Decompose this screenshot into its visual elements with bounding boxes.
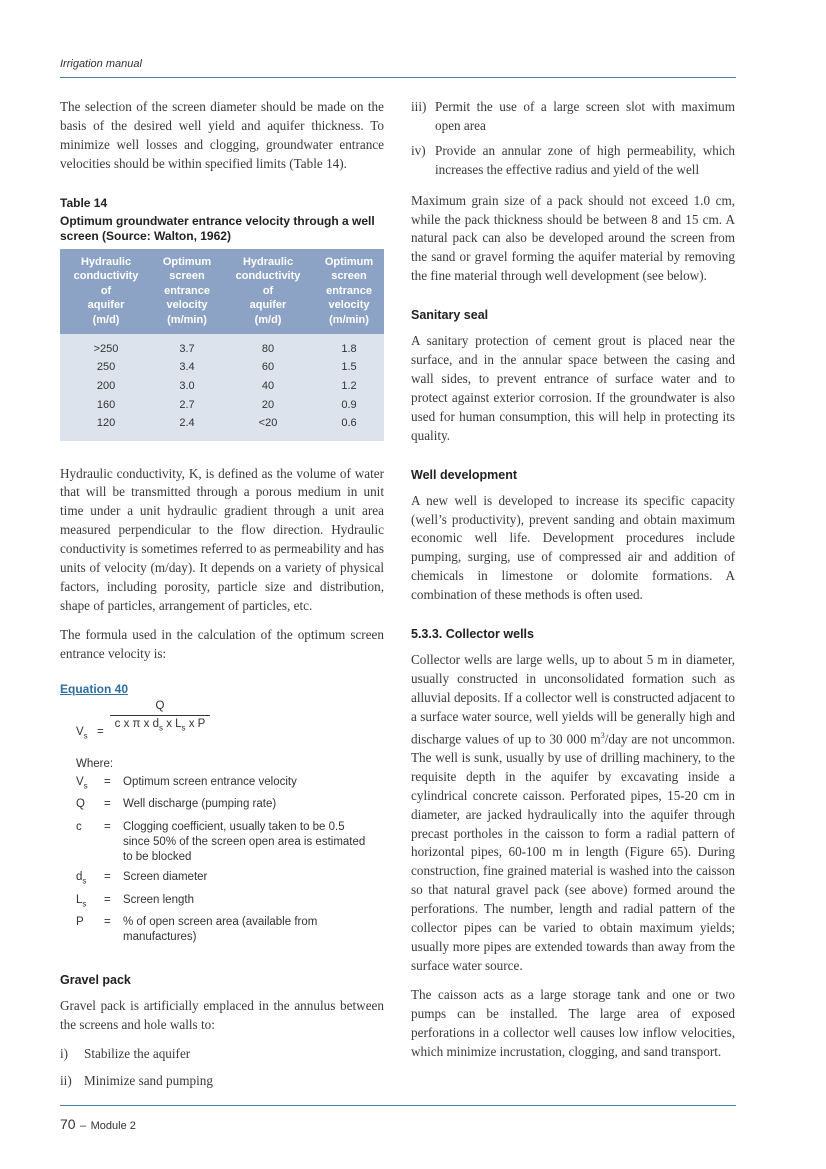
gravel-pack-intro: Gravel pack is artificially emplaced in the annulus between the screens and hole walls to: [60, 998, 384, 1033]
header-line: screen [169, 270, 205, 283]
equation-title: Equation 40 [60, 681, 129, 696]
table-cell: 20 [261, 398, 275, 411]
well-development-heading: Well development [411, 467, 518, 482]
header-line: velocity [328, 299, 370, 312]
header-line: entrance [326, 284, 372, 297]
table-row [60, 395, 384, 414]
right-column [411, 98, 735, 1071]
header-optimum-velocity [152, 249, 222, 334]
table-cell: 3.0 [179, 380, 195, 393]
header-rule [60, 77, 736, 78]
equation-numerator: Q [155, 699, 165, 712]
header-line: (m/d) [254, 314, 282, 326]
header-line: conductivity [235, 270, 301, 283]
header-line: (m/min) [167, 314, 207, 326]
equation-denominator: c x π x $d_s$ x $L_s$ x P [114, 717, 206, 732]
table-cell: 2.7 [179, 398, 195, 411]
header-line: (m/d) [92, 314, 120, 326]
table-cell: 1.2 [341, 380, 357, 393]
table-row [60, 414, 384, 441]
equation-formula [60, 696, 384, 758]
header-line: of [100, 284, 112, 297]
collector-wells-paragraph: Collector wells are large wells, up to about 5 m in diameter, usually constructed in unconsolidated formation such as alluvial deposits. If a collector well is constructed adjacent to a surface water source, well yields will be generally high and discharge values of up to 30 000 $m^3$/day are not uncommon. The well is sunk, usually by use of drilling machinery, to the requisite depth in the aquifer by excavating inside a cylindrical concrete caisson. Perforated pipes, 15-20 cm in diameter, are jacked hydraulically into the aquifer through precast portholes in the caisson to form a radial pattern of horizontal pipes, 60-100 m in length (Figure 65). During construction, fine grained material is washed into the caisson so that natural gravel pack (see above) formed around the perforations. The number, length and radial pattern of the collector pipes can be varied to obtain maximum yields; usually more pipes are extended towards than away from the surface water source. [411, 652, 735, 973]
table-caption: Optimum groundwater entrance velocity through a well screen (Source: Walton, 1962) [60, 213, 375, 243]
list-item: i) Stabilize the aquifer [60, 1046, 191, 1062]
page-footer [60, 1116, 136, 1134]
header-line: aquifer [249, 299, 287, 312]
hydraulic-conductivity-paragraph: Hydraulic conductivity, K, is defined as the volume of water that will be transmitted through a porous medium in unit time under a unit hydraulic gradient through a unit area measured perpendicular to the flow direction. Hydraulic conductivity is sometimes referred to as permeability and has units of velocity (m/day). It depends on a variety of physical factors, including porosity, particle size and distribution, shape of particles, arrangement of particles, etc. [60, 465, 384, 613]
table-cell: 0.9 [341, 398, 357, 411]
table-cell: 40 [261, 380, 275, 393]
table-cell: 3.7 [179, 342, 195, 355]
page-number: 70 [60, 1116, 76, 1132]
grain-size-paragraph: Maximum grain size of a pack should not exceed 1.0 cm, while the pack thickness should be between 8 and 15 cm. A natural pack can also be developed around the screen from the sand or gravel forming the aquifer material by removing the fine material through well development (see below). [411, 192, 735, 284]
table-cell: 160 [96, 398, 116, 411]
footer-rule [60, 1105, 736, 1106]
intro-paragraph: The selection of the screen diameter should be made on the basis of the desired well yield and aquifer thickness. To minimize well losses and clogging, groundwater entrance velocities should be within specified limits (Table 14). [60, 99, 384, 171]
definition-item: Q = Well discharge (pumping rate) [76, 798, 277, 811]
footer-dash: – [80, 1120, 87, 1132]
list-item: ii) Minimize sand pumping [60, 1073, 213, 1089]
header-line: entrance [164, 284, 210, 297]
left-column [60, 98, 384, 1099]
table-row [60, 377, 384, 396]
velocity-table [60, 249, 384, 441]
header-hydraulic-conductivity [222, 249, 314, 334]
header-line: Optimum [324, 255, 374, 268]
definition-item: $V_s$ = Optimum screen entrance velocity [76, 775, 297, 790]
table-cell: 200 [96, 380, 116, 393]
header-line: aquifer [87, 299, 125, 312]
sanitary-seal-heading: Sanitary seal [411, 308, 489, 323]
where-label: Where: [76, 757, 114, 770]
header-line: Hydraulic [242, 255, 294, 268]
header-optimum-velocity [314, 249, 384, 334]
table-cell: 120 [96, 417, 116, 430]
table-cell: 250 [96, 361, 116, 374]
collector-wells-heading: 5.3.3. Collector wells [411, 627, 534, 642]
header-line: of [262, 284, 274, 297]
fraction-bar [110, 715, 210, 716]
header-line: (m/min) [329, 314, 369, 326]
formula-intro-paragraph: The formula used in the calculation of the optimum screen entrance velocity is: [60, 626, 384, 661]
table-cell: 1.5 [341, 361, 357, 374]
table-header-row [60, 249, 384, 334]
definition-item: P = % of open screen area (available from manufactures) [76, 916, 318, 944]
table-cell: 60 [261, 361, 275, 374]
table-cell: 0.6 [341, 417, 357, 430]
list-item: iii) Permit the use of a large screen slot with maximum open area [411, 99, 735, 133]
header-line: conductivity [73, 270, 139, 283]
equation-definitions [76, 758, 384, 946]
definition-item: $L_s$ = Screen length [76, 893, 194, 908]
table-cell: 1.8 [341, 342, 357, 355]
header-line: screen [331, 270, 367, 283]
well-development-paragraph: A new well is developed to increase its specific capacity (well’s productivity), prevent sanding and obtain maximum economic well life. Development procedures include pumping, surging, use of compressed air and addition of chemicals in limestone or dolomite formations. A combination of these methods is often used. [411, 492, 735, 603]
definition-item: $d_s$ = Screen diameter [76, 870, 208, 886]
equation-equals: = [97, 725, 104, 738]
header-line: Hydraulic [80, 255, 132, 268]
definition-item: c = Clogging coefficient, usually taken to be 0.5 since 50% of the screen open area is estimated to be blocked [76, 821, 366, 864]
table-row [60, 334, 384, 359]
module-label: Module 2 [90, 1120, 136, 1132]
running-header: Irrigation manual [60, 58, 142, 70]
header-line: velocity [166, 299, 208, 312]
table-cell: 2.4 [179, 417, 195, 430]
table-cell: 80 [261, 342, 275, 355]
table-row [60, 358, 384, 377]
header-hydraulic-conductivity [60, 249, 152, 334]
header-line: Optimum [162, 255, 212, 268]
table-cell: <20 [258, 417, 278, 430]
sanitary-seal-paragraph: A sanitary protection of cement grout is placed near the surface, and in the annular space between the casing and wall sides, to prevent entrance of surface water and to protect against exterior corrosion. If the groundwater is also used for human consumption, this will help in protecting its quality. [411, 333, 735, 443]
gravel-pack-heading: Gravel pack [60, 973, 131, 988]
table-label: Table 14 [60, 195, 108, 210]
caisson-paragraph: The caisson acts as a large storage tank and one or two pumps can be installed. The large area of exposed perforations in a collector well causes low inflow velocities, which minimize incrustation, clogging, and sand transport. [411, 986, 735, 1059]
table-cell: 3.4 [179, 361, 195, 374]
equation-lhs: $V_s$ [76, 725, 88, 740]
table-cell: >250 [93, 342, 119, 355]
list-item: iv) Provide an annular zone of high permeability, which increases the effective radius and yield of the well [411, 142, 735, 177]
